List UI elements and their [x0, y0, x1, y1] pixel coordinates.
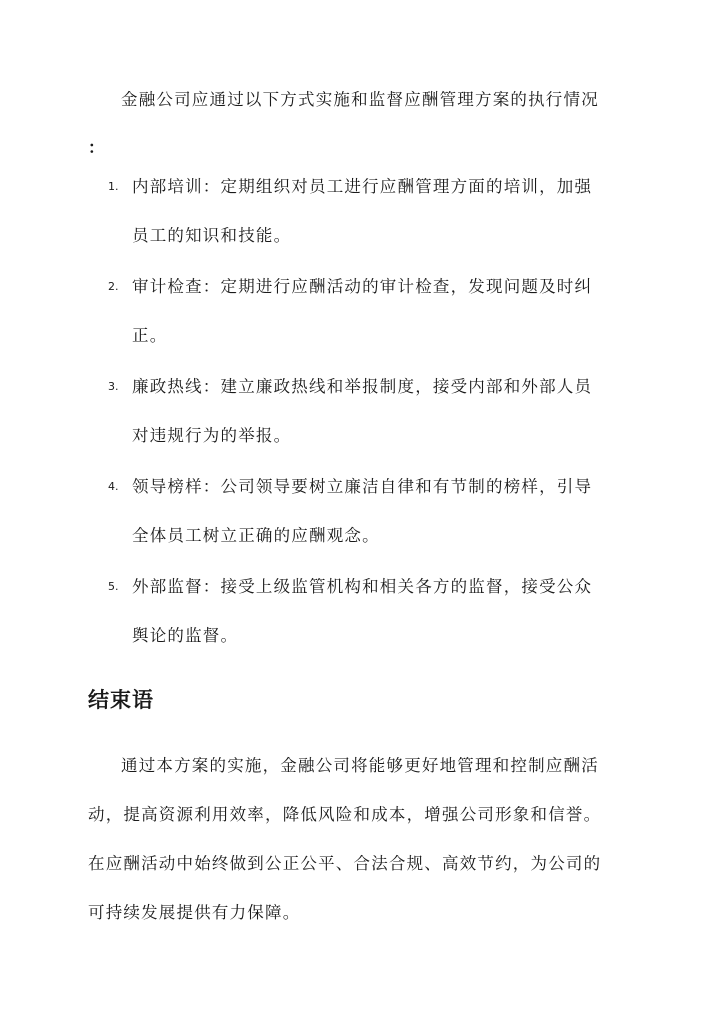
list-item: [88, 373, 648, 473]
list-item-line: 对违规行为的举报。: [132, 426, 292, 445]
conclusion-line: 可持续发展提供有力保障。: [88, 903, 301, 922]
list-item: [88, 273, 648, 373]
list-item: [88, 173, 648, 273]
intro-line: 金融公司应通过以下方式实施和监督应酬管理方案的执行情况: [121, 90, 599, 109]
section-heading: 结束语: [88, 688, 154, 712]
list-item-number: 4.: [108, 480, 119, 493]
list-item-text: [132, 173, 648, 250]
list-item-text: [132, 373, 648, 450]
list-item-line: 全体员工树立正确的应酬观念。: [132, 526, 380, 545]
list-item-text: [132, 573, 648, 650]
intro-paragraph: [88, 86, 648, 162]
list-item-line: 审计检查：定期进行应酬活动的审计检查，发现问题及时纠: [132, 277, 593, 296]
list-item-number: 2.: [108, 280, 119, 293]
list-item-line: 正。: [132, 326, 168, 345]
list-item-line: 舆论的监督。: [132, 626, 239, 645]
list-item-line: 员工的知识和技能。: [132, 226, 292, 245]
list-item: [88, 473, 648, 573]
list-item-line: 外部监督：接受上级监管机构和相关各方的监督，接受公众: [132, 577, 593, 596]
intro-colon: ：: [88, 138, 106, 157]
list-item: [88, 573, 648, 673]
measures-list: [88, 177, 648, 685]
conclusion-line: 动，提高资源利用效率，降低风险和成本，增强公司形象和信誉。: [88, 805, 602, 824]
list-item-line: 内部培训：定期组织对员工进行应酬管理方面的培训，加强: [132, 177, 593, 196]
conclusion-line: 通过本方案的实施，金融公司将能够更好地管理和控制应酬活: [121, 756, 599, 775]
conclusion-line: 在应酬活动中始终做到公正公平、合法合规、高效节约，为公司的: [88, 854, 602, 873]
conclusion-paragraph: [88, 752, 648, 948]
list-item-number: 5.: [108, 580, 119, 593]
list-item-line: 领导榜样：公司领导要树立廉洁自律和有节制的榜样，引导: [132, 477, 593, 496]
list-item-number: 1.: [108, 180, 119, 193]
list-item-line: 廉政热线：建立廉政热线和举报制度，接受内部和外部人员: [132, 377, 593, 396]
list-item-text: [132, 473, 648, 550]
list-item-text: [132, 273, 648, 350]
list-item-number: 3.: [108, 380, 119, 393]
